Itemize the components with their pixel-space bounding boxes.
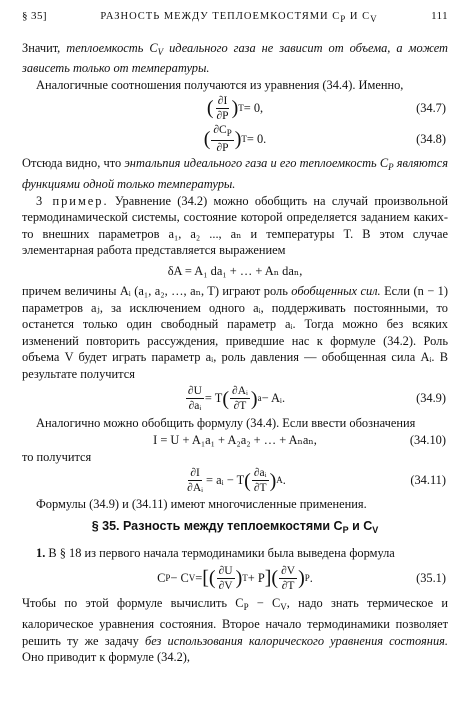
equation-number: (34.11) — [410, 473, 446, 488]
equation-34-8: ( $\frac{\partial C_P}{\partial P}$ ) T = 0. (34.8) — [203, 124, 446, 155]
equation-34-11: $\frac{\partial I}{\text{∂Aᵢ}}$ = aᵢ − T ( $\frac{\text{∂aᵢ}}{\partial T}$ ) A . (34.11) — [187, 467, 446, 495]
equation-34-9: $\frac{\partial U}{\text{∂aᵢ}}$ = T ( $\frac{\text{∂Aᵢ}}{\partial T}$ ) a − Aᵢ. (34.9) — [187, 385, 446, 412]
equation-number: (34.9) — [416, 391, 446, 406]
paragraph-7: то получится — [22, 450, 92, 465]
equation-number: (34.10) — [409, 432, 446, 447]
paragraph-10: Чтобы по этой формуле вычислить $C_P - C_V$, надо знать термическое и калорическое уравнения состояния. Второе начало термодинамики позволяет решить ту же задачу без использования калорического уравнения состояния. Оно приводит к формуле (34.2), — [22, 596, 448, 665]
paragraph-6: Аналогично можно обобщить формулу (34.4). Если ввести обозначения — [36, 415, 416, 430]
equation-number: (34.8) — [416, 132, 446, 147]
running-header — [22, 8, 448, 28]
page-number: 111 — [431, 10, 448, 22]
equation-number: (35.1) — [416, 571, 446, 586]
section-ref: § 35] — [22, 10, 47, 22]
running-title: РАЗНОСТЬ МЕЖДУ ТЕПЛОЕМКОСТЯМИ CP И CV — [100, 11, 378, 24]
paragraph-1: Значит, теплоемкость $C_V$ идеального газа не зависит от объема, а может зависеть только от температуры. — [22, 40, 448, 76]
paragraph-3: Отсюда видно, что энтальпия идеального газа и его теплоемкость $C_P$ являются функциями одной только температуры. — [22, 156, 448, 191]
equation-34-10: I = U + A₁a₁ + A₂a₂ + … + Aₙaₙ, (34.10) — [153, 432, 446, 447]
equation-34-7: ( $\frac{\partial I}{\partial P}$ ) T = 0, (34.7) — [206, 94, 446, 122]
paragraph-9: 1. В § 18 из первого начала термодинамики была выведена формула — [36, 545, 395, 560]
paragraph-8: Формулы (34.9) и (34.11) имеют многочисленные применения. — [36, 496, 367, 511]
paragraph-2: Аналогичные соотношения получаются из уравнения (34.4). Именно, — [36, 77, 404, 92]
equation-work: δA = A₁ da₁ + … + Aₙ daₙ, — [167, 263, 303, 278]
paragraph-5: причем величины Aᵢ (a₁, a₂, …, aₙ, T) играют роль обобщенных сил. Если (n − 1) параметров aⱼ, за исключением одного aᵢ, поддерживать постоянными, то останется только один свободный параметр aᵢ. Тогда можно без всяких изменений повторить рассуждения, приведшие нас к формуле (34.2). Роль объема V будет играть параметр aᵢ, роль давления — обобщенная сила Aᵢ. В результате получится — [22, 283, 448, 381]
equation-number: (34.7) — [416, 101, 446, 116]
paragraph-4: 3 пример. Уравнение (34.2) можно обобщить на случай произвольной термодинамической системы, состояние которой определяется заданием каких-то внешних параметров a₁, a₂ ..., aₙ и температуры T. В этом случае элементарная работа представляется выражением — [22, 193, 448, 258]
section-heading: § 35. Разность между теплоемкостями $C_P$ и $C_V$ — [91, 519, 379, 536]
equation-35-1: C P − C V = [ ( $\frac{\partial U}{\partial V}$ ) T + P ] ( $\frac{\partial V}{\partial T}$ ) P . (35.1) — [157, 564, 446, 592]
